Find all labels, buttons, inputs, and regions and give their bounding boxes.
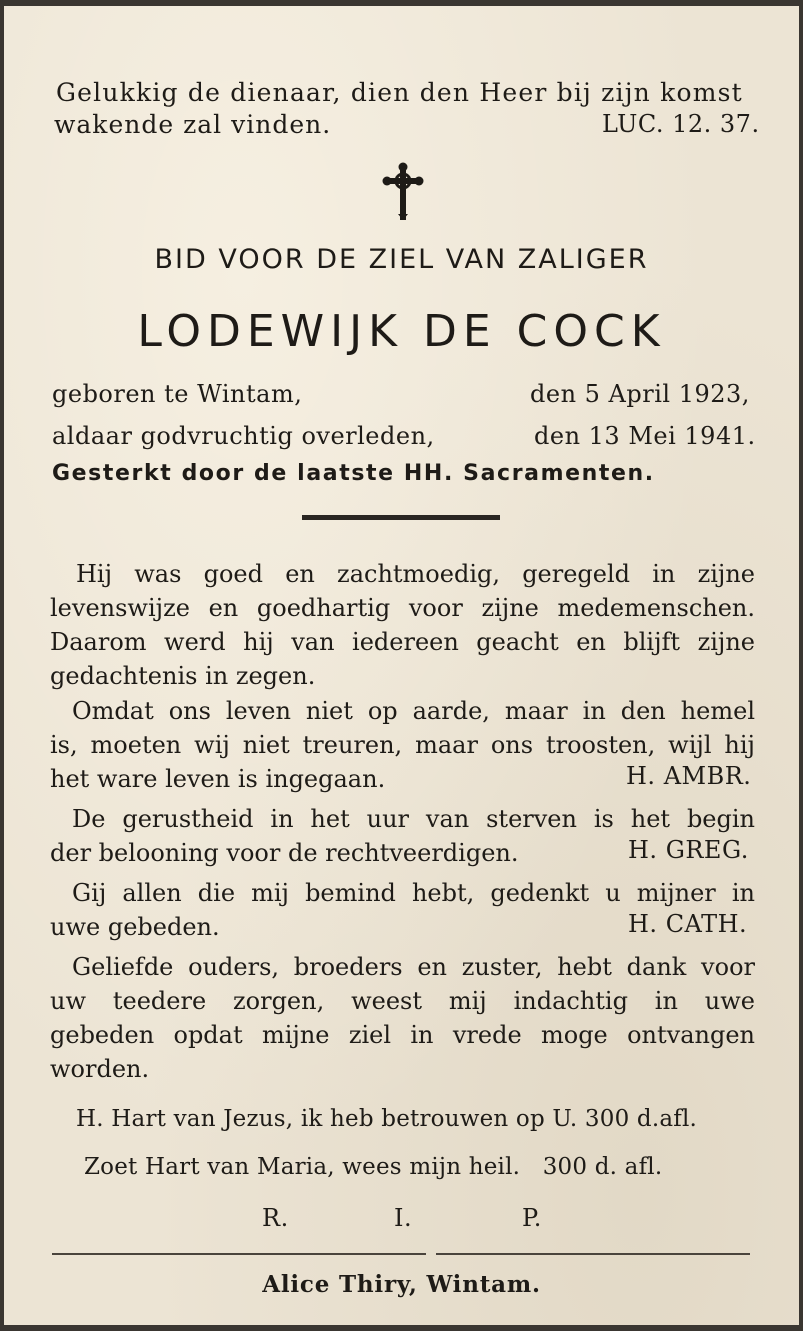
separator-rule — [302, 515, 500, 520]
paragraph-line: gedachtenis in zegen. — [50, 662, 316, 690]
death-date: den 13 Mei 1941. — [534, 422, 756, 450]
epigraph-line-2: wakende zal vinden. — [54, 110, 332, 139]
source-greg: H. GREG. — [628, 836, 749, 864]
paragraph-line: der belooning voor de rechtveerdigen. — [50, 839, 519, 867]
paragraph-line: Omdat ons leven niet op aarde, maar in den hemel — [72, 697, 755, 725]
sacraments-line: Gesterkt door de laatste HH. Sacramenten. — [52, 461, 655, 486]
paragraph-line: het ware leven is ingegaan. — [50, 765, 386, 793]
paragraph-5 — [50, 950, 755, 1086]
paragraph-1 — [50, 557, 755, 693]
paragraph-line: uw teedere zorgen, weest mij indachtig in uwe — [50, 987, 755, 1015]
paragraph-line: Hij was goed en zachtmoedig, geregeld in zijne — [76, 560, 755, 588]
death-place: aldaar godvruchtig overleden, — [52, 422, 435, 450]
epigraph-line-1: Gelukkig de dienaar, dien den Heer bij zijn komst — [56, 78, 743, 107]
paragraph-line: uwe gebeden. — [50, 913, 220, 941]
birth-place: geboren te Wintam, — [52, 380, 303, 408]
paragraph-line: Daarom werd hij van iedereen geacht en blijft zijne — [50, 628, 755, 656]
paragraph-line: is, moeten wij niet treuren, maar ons troosten, wijl hij — [50, 731, 755, 759]
epigraph-reference: LUC. 12. 37. — [602, 110, 760, 138]
paragraph-line: De gerustheid in het uur van sterven is het begin — [72, 805, 755, 833]
source-cath: H. CATH. — [628, 910, 748, 938]
footer-rule-left — [52, 1253, 426, 1255]
footer-rule-right — [436, 1253, 750, 1255]
rip-i: I. — [394, 1204, 413, 1232]
prayer-heading: BID VOOR DE ZIEL VAN ZALIGER — [154, 244, 649, 275]
source-ambr: H. AMBR. — [626, 762, 752, 790]
prayer-sweet-heart-mary: Zoet Hart van Maria, wees mijn heil. 300 d. afl. — [84, 1154, 663, 1180]
paragraph-line: gebeden opdat mijne ziel in vrede moge ontvangen — [50, 1021, 755, 1049]
paragraph-line: Gij allen die mij bemind hebt, gedenkt u mijner in — [72, 879, 755, 907]
printer-imprint: Alice Thiry, Wintam. — [262, 1271, 541, 1298]
memorial-card — [4, 6, 799, 1325]
deceased-name: LODEWIJK DE COCK — [137, 306, 666, 357]
birth-date: den 5 April 1923, — [530, 380, 750, 408]
cross-icon — [380, 162, 426, 222]
paragraph-line: levenswijze en goedhartig voor zijne medemenschen. — [50, 594, 755, 622]
paragraph-line: Geliefde ouders, broeders en zuster, hebt dank voor — [72, 953, 755, 981]
paragraph-line: worden. — [50, 1055, 150, 1083]
prayer-sacred-heart-jesus: H. Hart van Jezus, ik heb betrouwen op U. 300 d.afl. — [76, 1106, 698, 1132]
rip-p: P. — [522, 1204, 542, 1232]
rip-r: R. — [262, 1204, 289, 1232]
